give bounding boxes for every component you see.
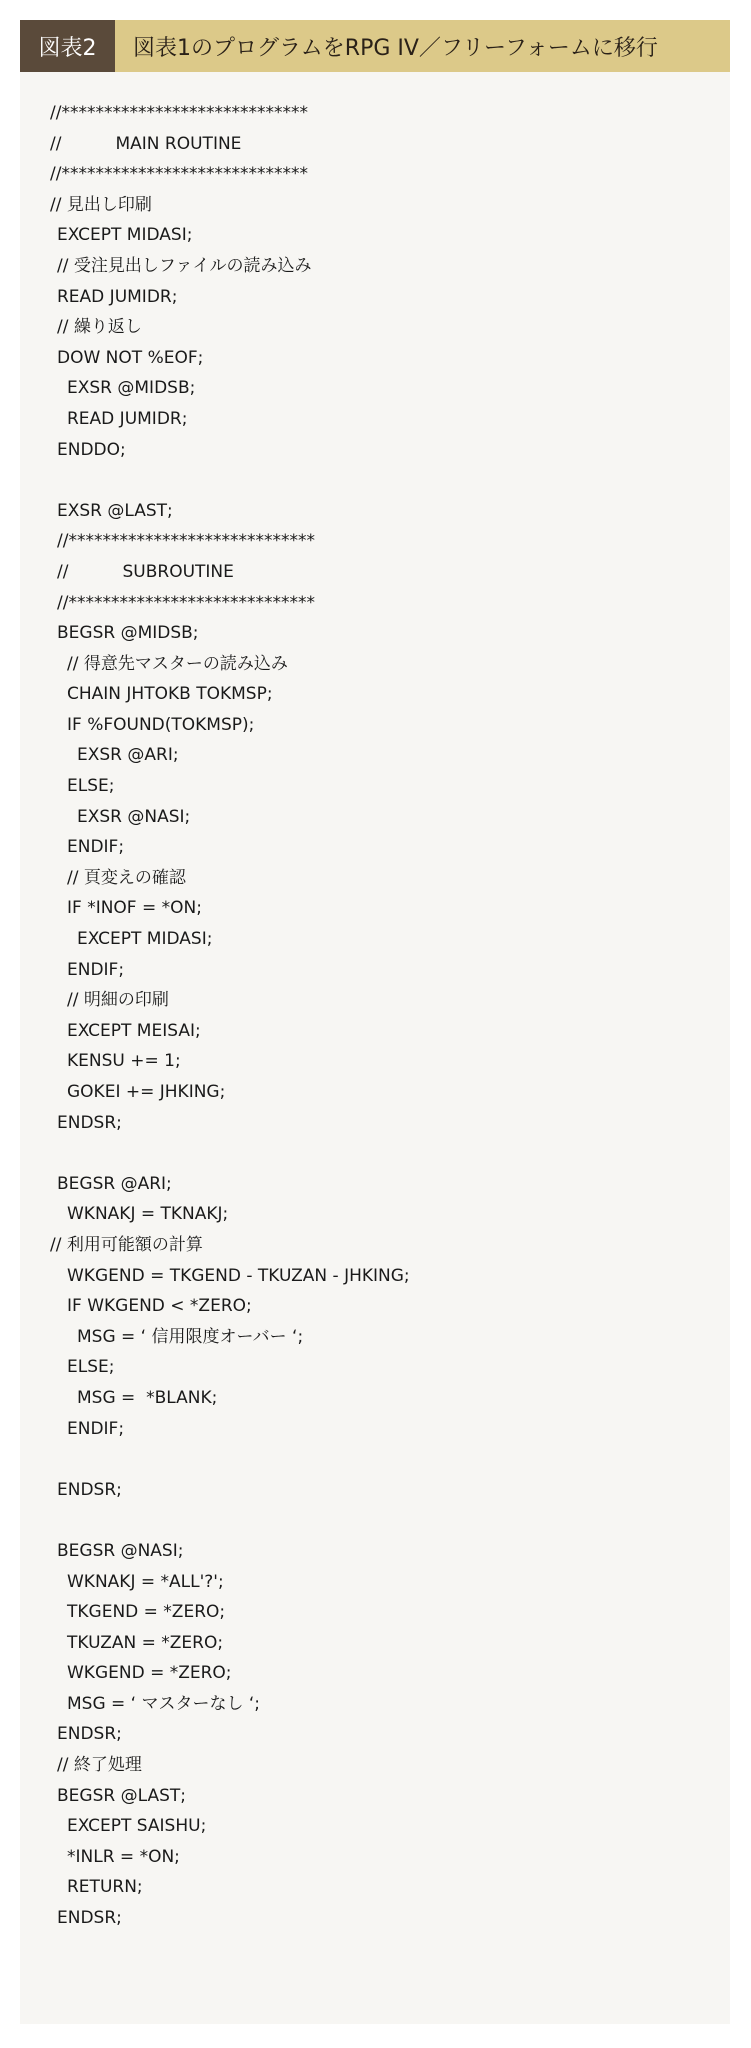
code-line: DOW NOT %EOF; <box>57 347 204 368</box>
code-line: EXCEPT MIDASI; <box>77 929 213 950</box>
code-line: GOKEI += JHKING; <box>67 1082 226 1102</box>
code-line: // 明細の印刷 <box>67 990 169 1011</box>
code-line: WKNAKJ = *ALL'?'; <box>67 1571 224 1592</box>
code-line: BEGSR @NASI; <box>57 1540 184 1561</box>
code-line: EXSR @MIDSB; <box>67 378 196 399</box>
code-line: MSG = ‘ マスターなし ‘; <box>67 1693 261 1714</box>
code-line: // 終了処理 <box>57 1755 142 1776</box>
code-line: //***************************** <box>50 103 308 123</box>
code-line: TKUZAN = *ZERO; <box>67 1632 224 1653</box>
code-line: BEGSR @MIDSB; <box>57 623 199 644</box>
code-line: RETURN; <box>67 1877 143 1898</box>
code-line: IF %FOUND(TOKMSP); <box>67 714 255 735</box>
code-line: ENDIF; <box>67 1418 125 1439</box>
code-line: *INLR = *ON; <box>67 1846 180 1867</box>
code-line: EXCEPT MIDASI; <box>57 225 193 246</box>
code-line: // 利用可能額の計算 <box>50 1234 203 1255</box>
code-line: // MAIN ROUTINE <box>50 133 242 154</box>
code-line: EXCEPT SAISHU; <box>67 1816 207 1837</box>
code-line: ELSE; <box>67 1357 115 1378</box>
code-line: ENDSR; <box>57 1112 122 1133</box>
code-listing <box>20 98 730 1934</box>
code-line: // 受注見出しファイルの読み込み <box>57 255 312 276</box>
code-line: IF *INOF = *ON; <box>67 898 202 919</box>
code-line <box>20 1138 730 1169</box>
code-line: READ JUMIDR; <box>67 408 188 429</box>
code-line: ENDIF; <box>67 959 125 980</box>
figure-title: 図表1のプログラムをRPG IV／フリーフォームに移行 <box>133 35 658 61</box>
code-line: EXSR @NASI; <box>77 806 191 827</box>
code-line: KENSU += 1; <box>67 1051 181 1072</box>
code-line <box>20 1444 730 1475</box>
code-line <box>20 1505 730 1536</box>
code-line: // 得意先マスターの読み込み <box>67 653 288 674</box>
code-line: ENDDO; <box>57 439 126 460</box>
figure-header <box>20 20 730 72</box>
code-line: ENDIF; <box>67 837 125 858</box>
code-line <box>20 465 730 496</box>
code-line: IF WKGEND < *ZERO; <box>67 1296 252 1317</box>
figure-label: 図表2 <box>20 20 115 72</box>
code-line: MSG = ‘ 信用限度オーバー ‘; <box>77 1326 304 1347</box>
code-line: CHAIN JHTOKB TOKMSP; <box>67 684 273 705</box>
code-line: WKNAKJ = TKNAKJ; <box>67 1204 229 1225</box>
code-line: // SUBROUTINE <box>57 561 234 582</box>
code-line: TKGEND = *ZERO; <box>67 1602 226 1623</box>
code-line: BEGSR @ARI; <box>57 1173 172 1194</box>
code-line: //***************************** <box>50 164 308 185</box>
code-line: WKGEND = *ZERO; <box>67 1663 232 1684</box>
code-line: EXSR @ARI; <box>77 745 179 766</box>
code-line: EXSR @LAST; <box>57 500 173 521</box>
code-line: // 頁変えの確認 <box>67 867 186 888</box>
code-line: MSG = *BLANK; <box>77 1387 218 1408</box>
code-panel <box>20 72 730 2024</box>
code-line: WKGEND = TKGEND - TKUZAN - JHKING; <box>67 1265 410 1286</box>
code-line: ENDSR; <box>57 1908 122 1929</box>
code-line: EXCEPT MEISAI; <box>67 1020 201 1041</box>
code-line: //***************************** <box>57 592 315 613</box>
code-line: // 繰り返し <box>57 317 142 338</box>
code-line: ENDSR; <box>57 1479 122 1500</box>
code-line: //***************************** <box>57 531 315 552</box>
code-line: // 見出し印刷 <box>50 194 152 215</box>
code-line: READ JUMIDR; <box>57 286 178 307</box>
code-line: ENDSR; <box>57 1724 122 1745</box>
code-line: ELSE; <box>67 776 115 797</box>
code-line: BEGSR @LAST; <box>57 1785 186 1806</box>
